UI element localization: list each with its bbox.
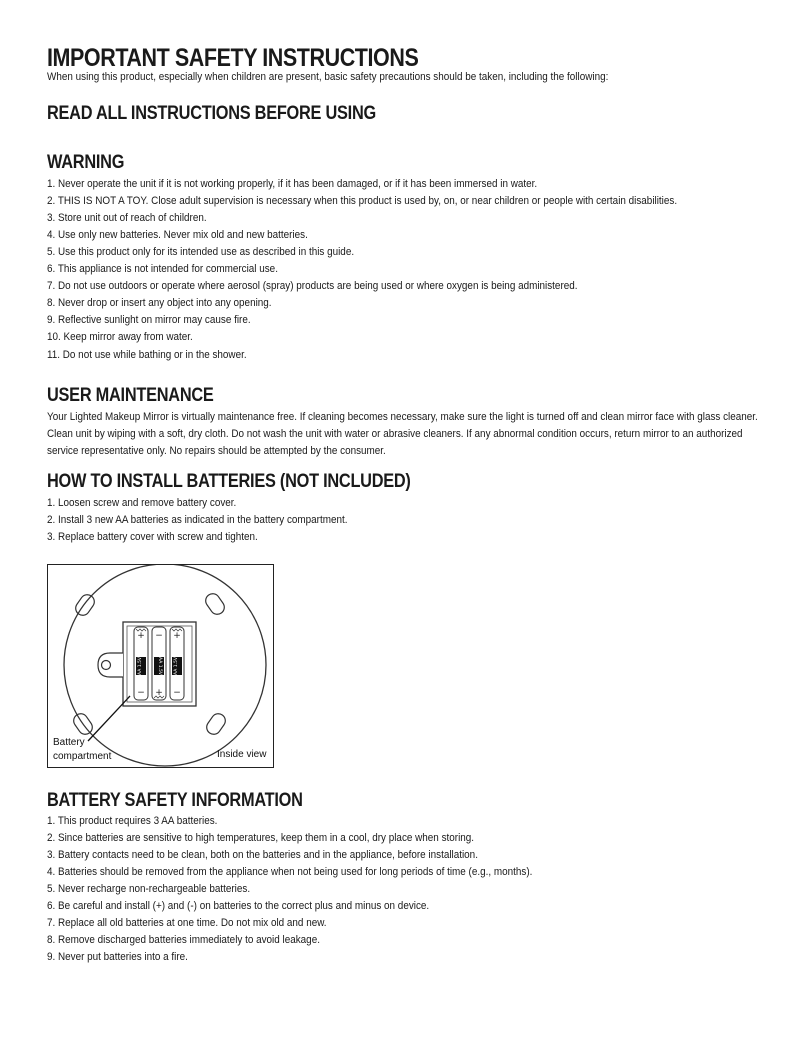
read-all-heading: READ ALL INSTRUCTIONS BEFORE USING: [47, 103, 376, 124]
maintenance-heading: USER MAINTENANCE: [47, 385, 214, 406]
plus-mark: +: [173, 631, 181, 641]
plus-mark: +: [137, 631, 145, 641]
list-item: 7. Replace all old batteries at one time. Do not mix old and new.: [47, 917, 327, 929]
battery-safety-heading: BATTERY SAFETY INFORMATION: [47, 790, 303, 811]
list-item: 5. Never recharge non-rechargeable batteries.: [47, 883, 251, 895]
list-item: 5. Use this product only for its intended use as described in this guide.: [47, 246, 355, 258]
battery-label: AA 1.5V: [138, 657, 143, 675]
page-title: IMPORTANT SAFETY INSTRUCTIONS: [47, 44, 419, 72]
list-item: 8. Remove discharged batteries immediately to avoid leakage.: [47, 934, 320, 946]
inside-view-caption: Inside view: [217, 749, 267, 760]
warning-heading: WARNING: [47, 152, 125, 173]
battery-label: AA 1.5V: [174, 657, 179, 675]
list-item: 6. Be careful and install (+) and (-) on batteries to the correct plus and minus on device.: [47, 900, 430, 912]
list-item: 4. Batteries should be removed from the appliance when not being used for long periods of time (e.g., months).: [47, 866, 533, 878]
list-item: 4. Use only new batteries. Never mix old and new batteries.: [47, 229, 308, 241]
battery-compartment-figure: [47, 564, 274, 768]
install-list: [47, 495, 381, 546]
list-item: 3. Battery contacts need to be clean, both on the batteries and in the appliance, before installation.: [47, 849, 478, 861]
list-item: 3. Replace battery cover with screw and tighten.: [47, 531, 258, 543]
maintenance-text: Your Lighted Makeup Mirror is virtually maintenance free. If cleaning becomes necessary, make sure the light is turned off and clean mirror face with glass cleaner. Clean unit by wiping with a soft, dry cloth. Do not wash the unit with water or abrasive cleaners. If any abnormal condition occurs, return mirror to an authorized service representative only. No repairs should be attempted by the consumer.: [47, 411, 758, 457]
list-item: 10. Keep mirror away from water.: [47, 331, 193, 343]
list-item: 2. Install 3 new AA batteries as indicated in the battery compartment.: [47, 514, 348, 526]
battery-safety-list: [47, 813, 586, 966]
battery-label-line2: compartment: [53, 751, 112, 762]
list-item: 2. Since batteries are sensitive to high temperatures, keep them in a cool, dry place when storing.: [47, 832, 475, 844]
list-item: 11. Do not use while bathing or in the shower.: [47, 349, 247, 361]
minus-mark: −: [173, 688, 181, 698]
list-item: 1. This product requires 3 AA batteries.: [47, 815, 218, 827]
list-item: 3. Store unit out of reach of children.: [47, 212, 207, 224]
install-heading: HOW TO INSTALL BATTERIES (NOT INCLUDED): [47, 471, 411, 492]
plus-mark: +: [155, 688, 163, 698]
intro-text: When using this product, especially when children are present, basic safety precautions should be taken, including the following:: [47, 71, 609, 83]
minus-mark: −: [155, 631, 163, 641]
list-item: 2. THIS IS NOT A TOY. Close adult supervision is necessary when this product is used by, on, or near children or people with certain disabilities.: [47, 195, 678, 207]
list-item: 8. Never drop or insert any object into any opening.: [47, 297, 272, 309]
list-item: 9. Never put batteries into a fire.: [47, 951, 188, 963]
list-item: 9. Reflective sunlight on mirror may cause fire.: [47, 314, 251, 326]
battery-label: AA 1.5V: [157, 657, 162, 675]
minus-mark: −: [137, 688, 145, 698]
list-item: 1. Loosen screw and remove battery cover.: [47, 497, 237, 509]
list-item: 6. This appliance is not intended for commercial use.: [47, 263, 278, 275]
warning-list: [47, 176, 747, 364]
list-item: 7. Do not use outdoors or operate where aerosol (spray) products are being used or where oxygen is being administered.: [47, 280, 578, 292]
battery-label-line1: Battery: [53, 737, 85, 748]
list-item: 1. Never operate the unit if it is not working properly, if it has been damaged, or if it has been immersed in water.: [47, 178, 538, 190]
